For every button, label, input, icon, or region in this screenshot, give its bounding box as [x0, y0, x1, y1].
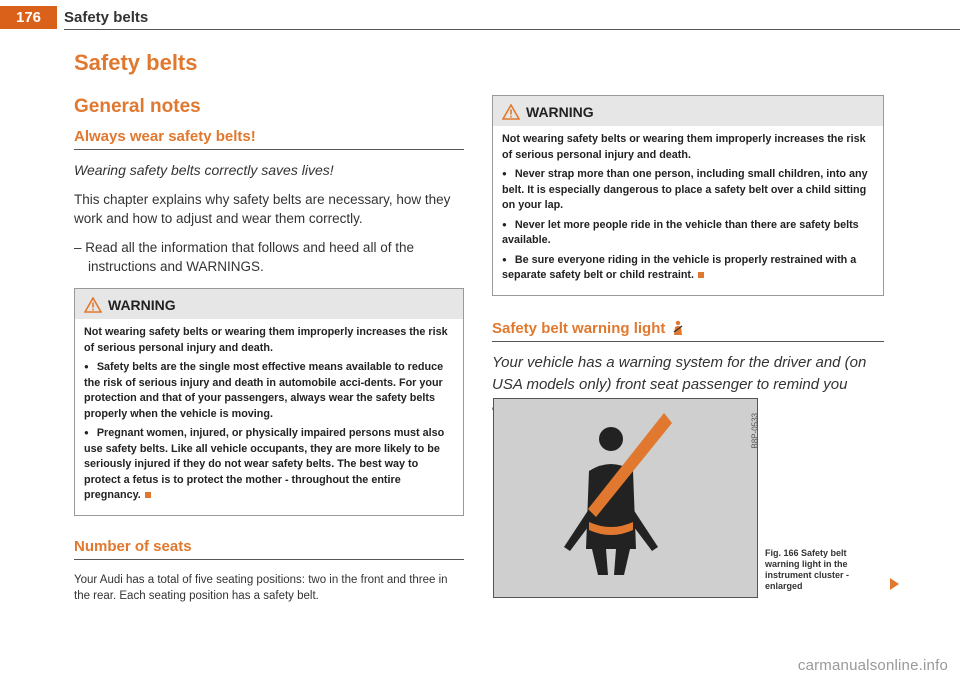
subsection-title-number-of-seats: Number of seats: [74, 538, 464, 560]
warning-box: [74, 288, 464, 516]
warning-point: ● Never strap more than one person, including small children, into any belt. It is especially dangerous to place a safety belt over a child sitting on your lap.: [502, 167, 874, 214]
warning-triangle-icon: [84, 297, 102, 313]
warning-point: ● Safety belts are the single most effective means available to reduce the risk of serious injury and death in automobile acci-dents. For your protection and that of your passengers, always wear the safety belts properly when the vehicle is moving.: [84, 360, 454, 422]
warning-intro: Not wearing safety belts or wearing them improperly increases the risk of serious personal injury and death.: [502, 133, 866, 161]
figure-caption: Fig. 166 Safety belt warning light in the instrument cluster - enlarged: [765, 548, 850, 591]
seatbelt-warning-icon: [671, 320, 685, 336]
end-mark-icon: [145, 492, 151, 498]
page-number: 176: [0, 6, 57, 29]
next-page-arrow-icon[interactable]: [890, 578, 899, 590]
warning-label: WARNING: [526, 104, 594, 120]
body-paragraph: This chapter explains why safety belts are necessary, how they work and how to adjust and wear them correctly.: [74, 192, 451, 226]
warning-header: [493, 96, 883, 126]
lead-text: Wearing safety belts correctly saves lives!: [74, 162, 334, 178]
warning-box: [492, 95, 884, 296]
warning-body: [75, 319, 463, 515]
left-column: [74, 50, 464, 604]
running-head: Safety belts: [64, 9, 149, 26]
warning-intro: Not wearing safety belts or wearing them improperly increases the risk of serious personal injury and death.: [84, 326, 448, 354]
instruction-item: – Read all the information that follows and heed all of the instructions and WARNINGS.: [74, 240, 414, 274]
warning-point: ● Never let more people ride in the vehicle than there are safety belts available.: [502, 218, 874, 249]
seats-paragraph: Your Audi has a total of five seating positions: two in the front and three in the rear. Each seating position has a safety belt.: [74, 573, 448, 602]
warning-label: WARNING: [108, 297, 176, 313]
end-mark-icon: [698, 272, 704, 278]
warning-triangle-icon: [502, 104, 520, 120]
figure-code: B8P-0533: [751, 413, 760, 449]
header-rule: [64, 29, 960, 30]
chapter-title: Safety belts: [74, 50, 198, 75]
lead-text: Your vehicle has a warning system for the driver and (on USA models only) front seat passenger to remind you: [492, 353, 867, 393]
warning-body: [493, 126, 883, 295]
subsection-title-warning-light: Safety belt warning light: [492, 320, 884, 342]
seatbelt-warning-icon: [494, 399, 757, 597]
watermark: carmanualsonline.info: [797, 657, 948, 674]
subsection-title-always-wear: Always wear safety belts!: [74, 128, 464, 150]
section-title: General notes: [74, 96, 201, 117]
right-column: [492, 95, 884, 418]
figure-seatbelt-warning-light: [493, 398, 758, 598]
warning-point: ● Be sure everyone riding in the vehicle is properly restrained with a separate safety belt or child restraint.: [502, 253, 874, 284]
warning-header: [75, 289, 463, 319]
warning-point: ● Pregnant women, injured, or physically impaired persons must also use safety belts. Like all vehicle occupants, they are more likely to be seriously injured if they do not wear safety belts. The best way to protect a fetus is to protect the mother - throughout the entire pregnancy.: [84, 426, 454, 504]
